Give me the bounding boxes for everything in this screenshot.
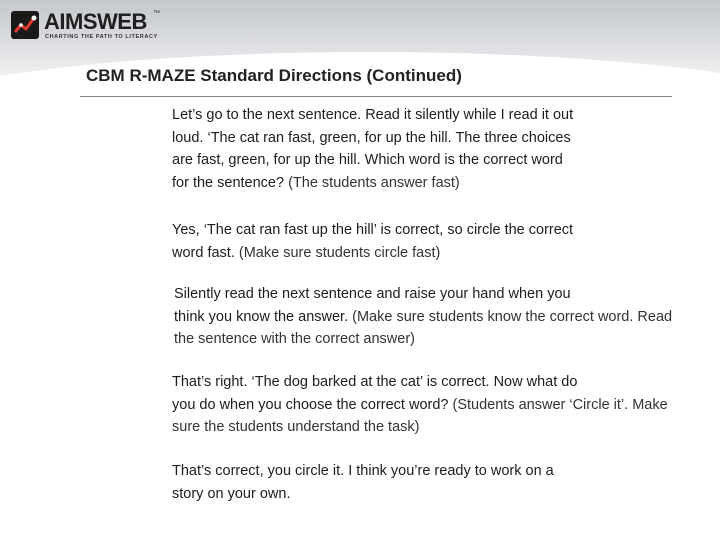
teacher-note: (Make sure students circle fast): [238, 244, 441, 261]
logo-wordmark: AIMSWEB: [44, 9, 147, 34]
direction-paragraph-1: [172, 104, 692, 194]
paragraph-line: loud. ‘The cat ran fast, green, for up the hill. The three choices: [172, 129, 571, 146]
paragraph-line: Silently read the next sentence and raise your hand when you: [174, 286, 571, 302]
paragraph-line: Yes, ‘The cat ran fast up the hill’ is correct, so circle the correct: [172, 222, 574, 238]
direction-paragraph-3: [174, 283, 694, 351]
logo-trademark: ™: [153, 10, 160, 17]
paragraph-line: story on your own.: [172, 485, 291, 502]
paragraph-line: for the sentence?: [172, 174, 289, 191]
logo-chart-icon: [10, 10, 40, 40]
title-divider: [80, 96, 672, 97]
teacher-note: (Make sure students know the correct word. Read the sentence with the correct answer): [174, 308, 673, 347]
paragraph-line: are fast, green, for up the hill. Which word is the correct word: [172, 152, 563, 168]
direction-paragraph-4: [172, 371, 692, 439]
direction-paragraph-5: [172, 460, 692, 505]
aimsweb-logo: [10, 8, 180, 42]
logo-tagline: CHARTING THE PATH TO LITERACY: [45, 34, 158, 40]
slide-title: CBM R-MAZE Standard Directions (Continued): [86, 66, 462, 85]
teacher-note: (The students answer fast): [288, 174, 460, 191]
paragraph-line: That’s right. ‘The dog barked at the cat’ is correct. Now what do: [172, 374, 578, 390]
paragraph-line: Let’s go to the next sentence. Read it silently while I read it out: [172, 107, 574, 123]
paragraph-line: word fast.: [172, 244, 239, 261]
paragraph-line: That’s correct, you circle it. I think you’re ready to work on a: [172, 463, 554, 479]
paragraph-line: you do when you choose the correct word?: [172, 396, 453, 413]
direction-paragraph-2: [172, 219, 692, 264]
teacher-note: (Students answer ‘Circle it’. Make sure the students understand the task): [172, 396, 668, 435]
paragraph-line: think you know the answer.: [174, 308, 353, 325]
